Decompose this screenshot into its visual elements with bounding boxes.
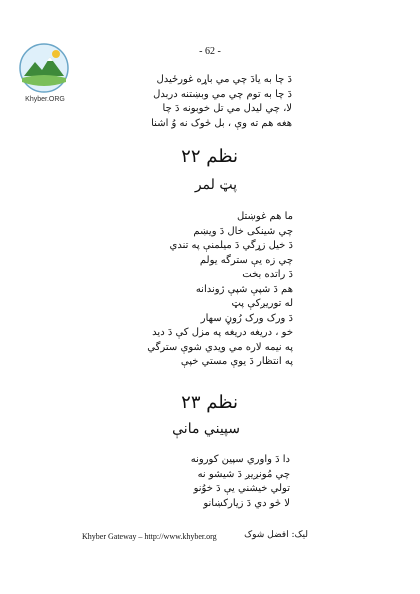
verse-line: دَ خیل زړگي دَ میلمنې په تندي	[169, 240, 293, 251]
poem-23-subtitle: سپیني مانې	[172, 421, 240, 437]
verse-line: خو ، دریغه دریغه په مزل کې دَ دید	[152, 327, 293, 338]
verse-line: چي زه یې سترگه یولم	[199, 254, 293, 266]
verse-line: تولي خیشني یې دَ خوُنو	[193, 483, 290, 494]
poem-22-subtitle: پټ لمر	[194, 177, 237, 193]
verse-line: لا څو دي دَ زیارکښانو	[203, 497, 290, 509]
verse-line: په نیمه لاره مي ویدي شوې سترگي	[147, 341, 293, 353]
verse-line: دَ ورک ورک رُوڼ سهار	[200, 312, 293, 324]
footer-author: لیک: افضل شوک	[244, 530, 308, 540]
verse-line: هم دَ شپې شپې ژوندانه	[195, 283, 293, 295]
verse-line: دَ چا به توم چي مي وبښتنه دربدل	[153, 88, 292, 100]
poem-23-title: نظم ۲۳	[181, 392, 238, 413]
poem-22-title: نظم ۲۲	[181, 146, 238, 167]
verse-line: لا، چي لیدل مي تل خوبونه دَ چا	[162, 103, 292, 114]
verse-line: له توریږکې پټ	[231, 298, 293, 309]
verse-line: هغه هم ته وې ، بل څوک نه وُ اشنا	[151, 117, 292, 129]
khyber-logo-icon	[18, 42, 70, 94]
verse-line: په انتظار دَ یوې مستي خپې	[180, 356, 293, 367]
verse-line: ما هم غوښتل	[236, 211, 293, 222]
verse-line: چي شینکی خال دَ ویښم	[193, 225, 293, 237]
logo-caption: Khyber.ORG	[25, 96, 65, 103]
verse-line: چي مُونږيږ دَ شیشو نه	[197, 468, 290, 480]
poem-23-body	[191, 453, 290, 511]
page-number: - 62 -	[199, 46, 221, 57]
opening-verse-block	[151, 73, 292, 131]
verse-line: دَ چا به یادَ چي مي باړه غورځیدل	[156, 74, 292, 85]
verse-line: دَ راتده بخت	[242, 269, 293, 280]
verse-line: دا دَ واوري سپین کورونه	[190, 454, 290, 465]
footer-source-link[interactable]: Khyber Gateway – http://www.khyber.org	[82, 532, 217, 541]
poem-22-body	[147, 210, 293, 370]
